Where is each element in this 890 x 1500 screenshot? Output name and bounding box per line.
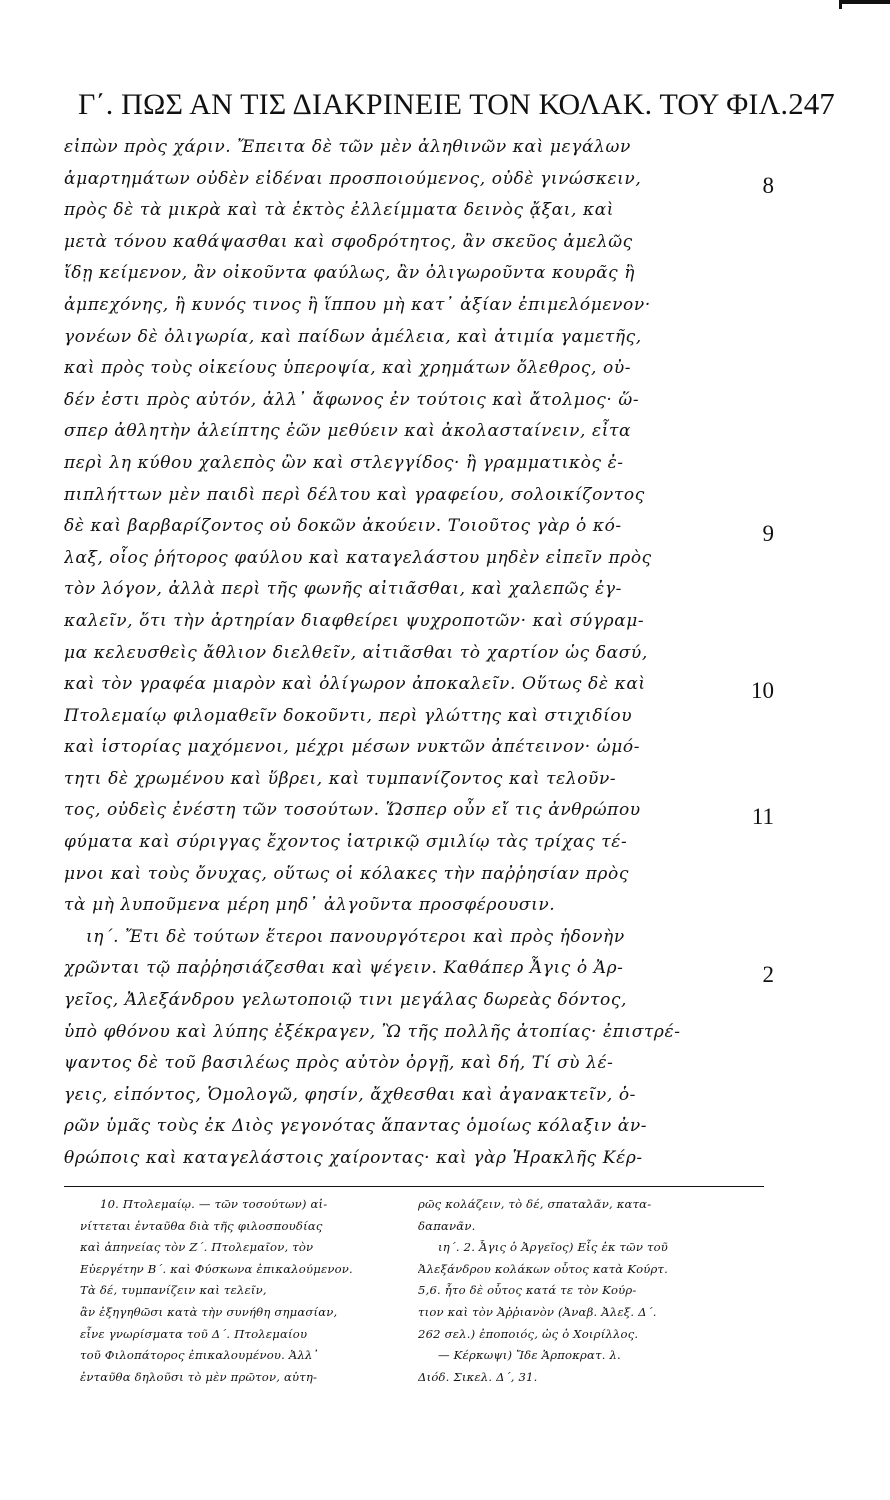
footnote-line: 10. Πτολεμαίῳ. — τῶν τοσούτων) αἰ- <box>100 1197 328 1211</box>
text-line: ρῶν ὑμᾶς τοὺς ἐκ Διὸς γεγονότας ἅπαντας ὁμοίως κόλαξιν ἀν- <box>64 1116 648 1137</box>
text-line: γεις, εἰπόντος, Ὁμολογῶ, φησίν, ἄχθεσθαι καὶ ἀγανακτεῖν, ὁ- <box>64 1084 637 1105</box>
footnote-line: τιον καὶ τὸν Ἀῤῥιανὸν (Ἀναβ. Ἀλεξ. Δ΄. <box>418 1304 657 1319</box>
text-line: ἀμπεχόνης, ἢ κυνός τινος ἢ ἵππου μὴ κατ᾽ ἀξίαν ἐπιμελόμενον· <box>64 294 651 315</box>
text-line: Πτολεμαίῳ φιλομαθεῖν δοκοῦντι, περὶ γλώττης καὶ στιχιδίου <box>64 705 633 726</box>
footnote-line: — Κέρκωψι) Ἴδε Ἁρποκρατ. λ. <box>438 1348 621 1363</box>
text-line: δὲ καὶ βαρβαρίζοντος οὐ δοκῶν ἀκούειν. Τοιοῦτος γὰρ ὁ κό- <box>64 516 622 537</box>
footnote-line: ρῶς κολάζειν, τὸ δέ, σπαταλᾶν, κατα- <box>418 1197 652 1211</box>
text-line: τητι δὲ χρωμένου καὶ ὕβρει, καὶ τυμπανίζοντος καὶ τελοῦν- <box>64 768 617 789</box>
text-line: ἁμαρτημάτων οὐδὲν εἰδέναι προσποιούμενος, οὐδὲ γινώσκειν, <box>64 168 642 189</box>
margin-number: 9 <box>762 521 774 546</box>
footnote-line: καὶ ἀπηνείας τὸν Ζ΄. Πτολεμαῖον, τὸν <box>80 1240 314 1255</box>
text-line: γεῖος, Ἀλεξάνδρου γελωτοποιῷ τινι μεγάλας δωρεὰς δόντος, <box>64 990 628 1011</box>
footnote-line: Τὰ δέ, τυμπανίζειν καὶ τελεῖν, <box>80 1283 267 1298</box>
footnote-line: ιη΄. 2. Ἆγις ὁ Ἀργεῖος) Εἷς ἐκ τῶν τοῦ <box>438 1240 669 1255</box>
footnote-line: 262 σελ.) ἐποποιός, ὡς ὁ Χοιρίλλος. <box>418 1326 639 1341</box>
main-text <box>64 132 744 1175</box>
page-header <box>78 86 835 130</box>
text-line: ἴδῃ κείμενον, ἂν οἰκοῦντα φαύλως, ἂν ὀλιγωροῦντα κουρᾶς ἢ <box>64 263 636 284</box>
footnote-rule <box>64 1186 764 1187</box>
text-line: καὶ πρὸς τοὺς οἰκείους ὑπεροψία, καὶ χρημάτων ὄλεθρος, οὐ- <box>64 358 632 379</box>
footnote-line: νίττεται ἐνταῦθα διὰ τῆς φιλοσπουδίας <box>80 1218 323 1233</box>
text-line: θρώποις καὶ καταγελάστοις χαίροντας· καὶ γὰρ Ἡρακλῆς Κέρ- <box>64 1148 643 1168</box>
text-line: καλεῖν, ὅτι τὴν ἀρτηρίαν διαφθείρει ψυχροποτῶν· καὶ σύγραμ- <box>64 610 645 631</box>
text-line: χρῶνται τῷ παῤῥησιάζεσθαι καὶ ψέγειν. Καθάπερ Ἆγις ὁ Ἀρ- <box>64 958 624 979</box>
text-line: δέν ἐστι πρὸς αὐτόν, ἀλλ᾽ ἄφωνος ἐν τούτοις καὶ ἄτολμος· ὥ- <box>64 389 640 410</box>
text-line: πιπλήττων μὲν παιδὶ περὶ δέλτου καὶ γραφείου, σολοικίζοντος <box>64 484 645 505</box>
text-line: τὰ μὴ λυποῦμενα μέρη μηδ᾽ ἀλγοῦντα προσφέρουσιν. <box>64 895 556 916</box>
footnotes-left-column <box>80 1194 405 1388</box>
footnote-line: ἂν ἐξηγηθῶσι κατὰ τὴν συνήθη σημασίαν, <box>80 1304 338 1319</box>
text-line: τος, οὐδεὶς ἐνέστη τῶν τοσούτων. Ὥσπερ οὖν εἴ τις ἀνθρώπου <box>64 800 641 821</box>
text-line: φύματα καὶ σύριγγας ἔχοντος ἰατρικῷ σμιλίῳ τὰς τρίχας τέ- <box>64 832 628 853</box>
text-line: καὶ ἱστορίας μαχόμενοι, μέχρι μέσων νυκτῶν ἀπέτεινον· ὠμό- <box>64 737 641 758</box>
footnote-line: Ἀλεξάνδρου κολάκων οὗτος κατὰ Κούρτ. <box>418 1261 669 1276</box>
footnote-line: Διόδ. Σικελ. Δ΄, 31. <box>418 1369 538 1384</box>
text-line: μα κελευσθεὶς ἄθλιον διελθεῖν, αἰτιᾶσθαι τὸ χαρτίον ὡς δασύ, <box>64 642 648 663</box>
text-line: μετὰ τόνου καθάψασθαι καὶ σφοδρότητος, ἂν σκεῦος ἀμελῶς <box>64 231 633 252</box>
text-line: ὑπὸ φθόνου καὶ λύπης ἐξέκραγεν, Ὢ τῆς πολλῆς ἀτοπίας· ἐπιστρέ- <box>64 1021 681 1042</box>
margin-number: 11 <box>751 804 774 829</box>
section-start-line: ιη΄. Ἔτι δὲ τούτων ἕτεροι πανουργότεροι καὶ πρὸς ἡδονὴν <box>86 926 625 947</box>
margin-number: 10 <box>751 678 774 703</box>
footnote-line: εἶνε γνωρίσματα τοῦ Δ΄. Πτολεμαίου <box>80 1326 308 1341</box>
text-line: πρὸς δὲ τὰ μικρὰ καὶ τὰ ἐκτὸς ἐλλείμματα δεινὸς ᾄξαι, καὶ <box>64 200 615 221</box>
footnote-line: Εὐεργέτην Β΄. καὶ Φύσκωνα ἐπικαλούμενον. <box>80 1261 353 1276</box>
corner-scan-tick <box>839 0 842 9</box>
margin-number: 8 <box>762 173 774 198</box>
footnote-line: τοῦ Φιλοπάτορος ἐπικαλουμένου. Ἀλλ᾽ <box>80 1348 319 1363</box>
footnote-line: ἐνταῦθα δηλοῦσι τὸ μὲν πρῶτον, αὐτη- <box>80 1369 318 1384</box>
text-line: τὸν λόγον, ἀλλὰ περὶ τῆς φωνῆς αἰτιᾶσθαι, καὶ χαλεπῶς ἐγ- <box>64 579 622 600</box>
corner-scan-mark <box>840 0 890 4</box>
page-number: 247 <box>788 86 835 121</box>
text-line: καὶ τὸν γραφέα μιαρὸν καὶ ὀλίγωρον ἀποκαλεῖν. Οὕτως δὲ καὶ <box>64 674 646 695</box>
text-line: περὶ λη κύθου χαλεπὸς ὢν καὶ στλεγγίδος· ἢ γραμματικὸς ἐ- <box>64 452 624 473</box>
text-line: γονέων δὲ ὀλιγωρία, καὶ παίδων ἀμέλεια, καὶ ἀτιμία γαμετῆς, <box>64 326 642 347</box>
margin-number: 2 <box>762 962 774 987</box>
footnote-line: 5,6. ἦτο δὲ οὗτος κατά τε τὸν Κούρ- <box>418 1283 637 1298</box>
text-line: ψαντος δὲ τοῦ βασιλέως πρὸς αὐτὸν ὀργῇ, καὶ δή, Τί σὺ λέ- <box>64 1053 614 1074</box>
footnote-line: δαπανᾶν. <box>418 1218 476 1233</box>
footnotes-right-column <box>418 1194 768 1388</box>
text-line: εἰπὼν πρὸς χάριν. Ἔπειτα δὲ τῶν μὲν ἀληθινῶν καὶ μεγάλων <box>64 137 631 157</box>
text-line: λαξ, οἷος ῥήτορος φαύλου καὶ καταγελάστου μηδὲν εἰπεῖν πρὸς <box>64 547 652 568</box>
text-line: μνοι καὶ τοὺς ὄνυχας, οὕτως οἱ κόλακες τὴν παῤῥησίαν πρὸς <box>64 863 629 884</box>
text-line: σπερ ἀθλητὴν ἀλείπτης ἐῶν μεθύειν καὶ ἀκολασταίνειν, εἶτα <box>64 421 632 442</box>
running-head: Γ΄. ΠΩΣ ΑΝ ΤΙΣ ΔΙΑΚΡΙΝΕΙΕ ΤΟΝ ΚΟΛΑΚ. ΤΟΥ ΦΙΛ. <box>78 88 789 121</box>
